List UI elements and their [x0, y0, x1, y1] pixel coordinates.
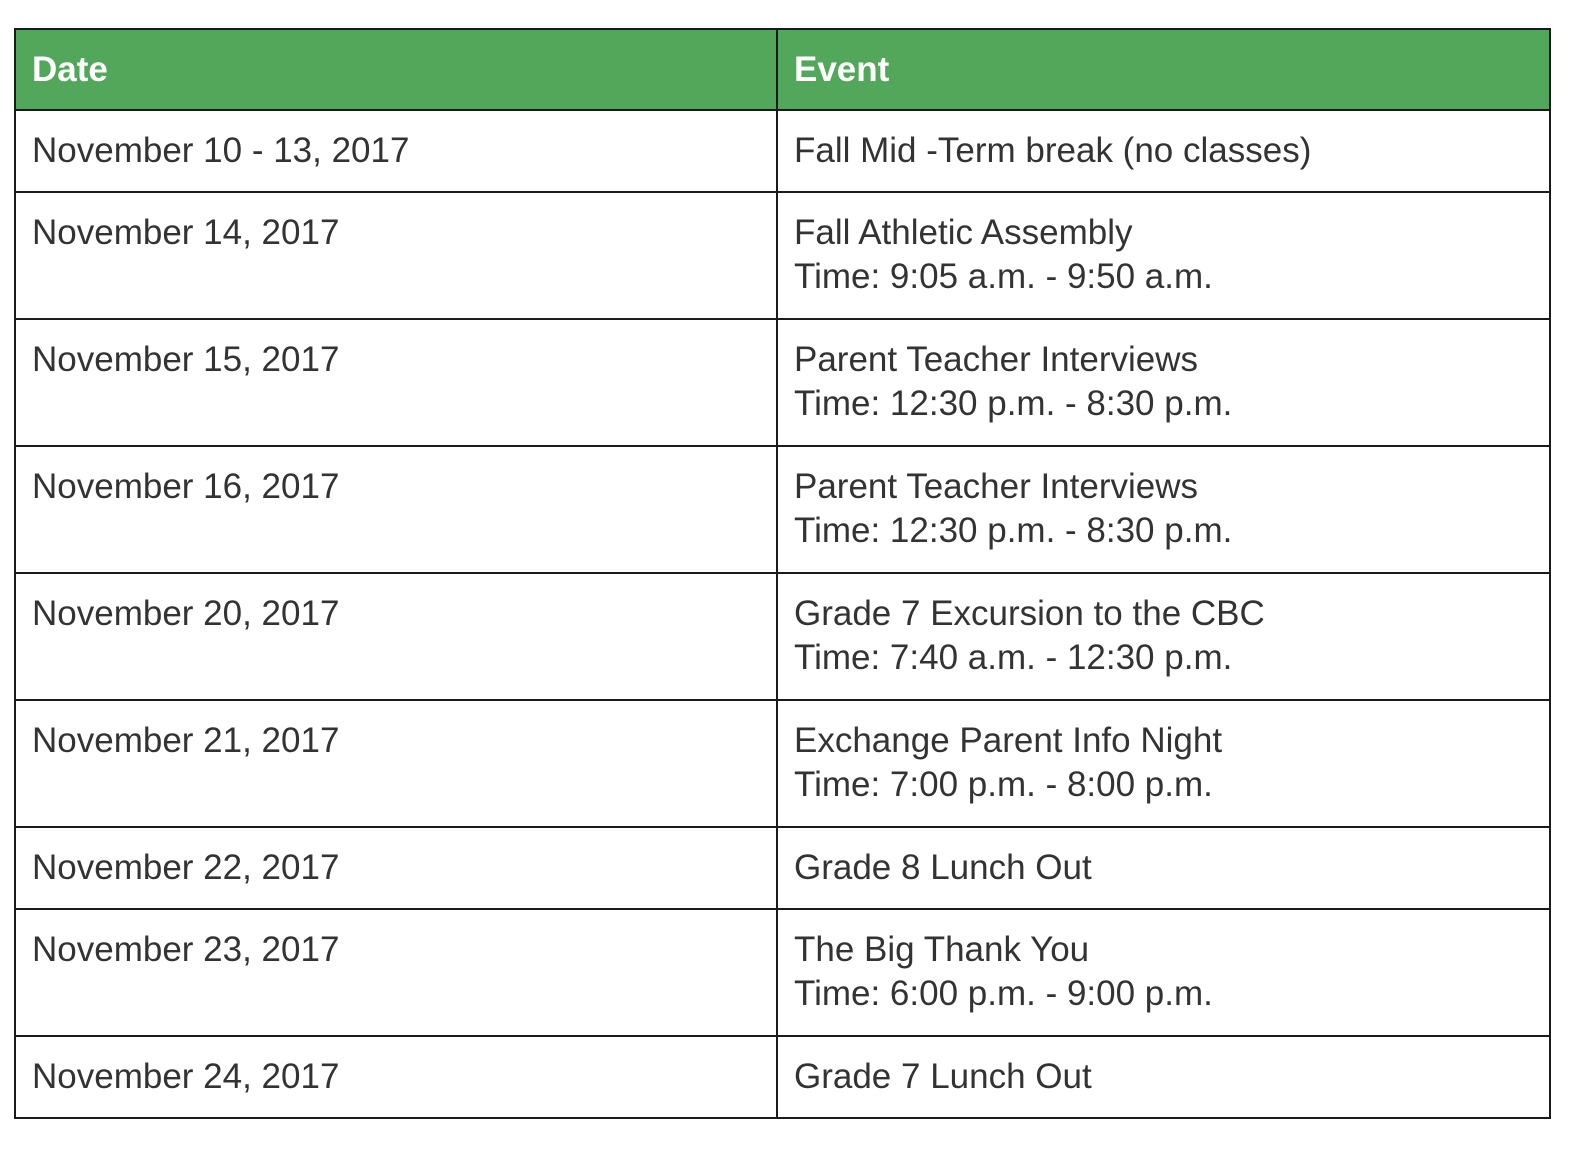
date-cell: November 14, 2017: [15, 192, 777, 319]
event-cell: [777, 827, 1550, 909]
table-row: [15, 1036, 1550, 1118]
event-title: Fall Athletic Assembly: [794, 213, 1133, 252]
event-cell: [777, 1036, 1550, 1118]
event-time: Time: 12:30 p.m. - 8:30 p.m.: [794, 384, 1233, 423]
event-title: Parent Teacher Interviews: [794, 340, 1199, 379]
event-title: Parent Teacher Interviews: [794, 467, 1199, 506]
event-title: Fall Mid -Term break (no classes): [794, 131, 1312, 170]
table-row: [15, 827, 1550, 909]
event-column-header: Event: [777, 29, 1550, 110]
table-row: [15, 319, 1550, 446]
event-title: Exchange Parent Info Night: [794, 721, 1223, 760]
event-time: Time: 7:00 p.m. - 8:00 p.m.: [794, 765, 1213, 804]
event-time: Time: 7:40 a.m. - 12:30 p.m.: [794, 638, 1233, 677]
event-title: Grade 7 Lunch Out: [794, 1057, 1092, 1096]
event-time: Time: 12:30 p.m. - 8:30 p.m.: [794, 511, 1233, 550]
table-row: [15, 192, 1550, 319]
date-cell: November 16, 2017: [15, 446, 777, 573]
event-cell: [777, 700, 1550, 827]
table-row: [15, 446, 1550, 573]
event-title: Grade 7 Excursion to the CBC: [794, 594, 1265, 633]
date-cell: November 21, 2017: [15, 700, 777, 827]
date-cell: November 10 - 13, 2017: [15, 110, 777, 192]
events-table-body: [15, 110, 1550, 1118]
date-cell: November 24, 2017: [15, 1036, 777, 1118]
date-cell: November 15, 2017: [15, 319, 777, 446]
event-cell: [777, 573, 1550, 700]
date-column-header: Date: [15, 29, 777, 110]
date-cell: November 22, 2017: [15, 827, 777, 909]
table-row: [15, 110, 1550, 192]
event-title: Grade 8 Lunch Out: [794, 848, 1092, 887]
event-cell: [777, 319, 1550, 446]
event-time: Time: 9:05 a.m. - 9:50 a.m.: [794, 257, 1213, 296]
event-cell: [777, 192, 1550, 319]
event-time: Time: 6:00 p.m. - 9:00 p.m.: [794, 974, 1213, 1013]
table-row: [15, 573, 1550, 700]
table-header-row: [15, 29, 1550, 110]
event-cell: [777, 110, 1550, 192]
table-row: [15, 700, 1550, 827]
date-cell: November 23, 2017: [15, 909, 777, 1036]
date-cell: November 20, 2017: [15, 573, 777, 700]
table-row: [15, 909, 1550, 1036]
events-table: [14, 28, 1551, 1119]
events-table-container: [14, 28, 1549, 1119]
event-cell: [777, 909, 1550, 1036]
event-cell: [777, 446, 1550, 573]
event-title: The Big Thank You: [794, 930, 1090, 969]
